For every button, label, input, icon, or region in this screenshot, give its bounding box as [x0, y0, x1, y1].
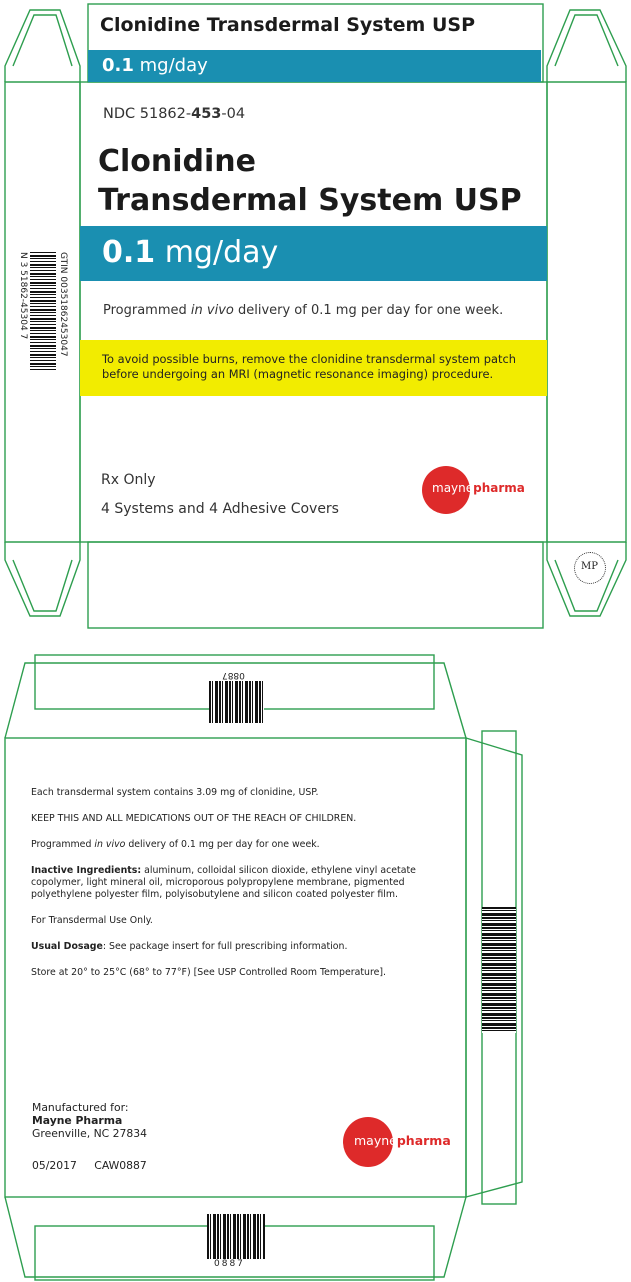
revision-code: CAW0887 — [94, 1159, 147, 1172]
gtin-barcode-group — [10, 250, 70, 380]
storage-statement: Store at 20° to 25°C (68° to 77°F) [See USP Controlled Room Temperature]. — [31, 967, 387, 978]
bottom-flap-barcode-number: 0887 — [214, 1259, 245, 1269]
product-title: Clonidine Transdermal System USP — [98, 144, 522, 218]
mp-seal-icon: MP — [574, 552, 606, 584]
revision-info — [32, 1159, 147, 1172]
top-flap-strength-number: 0.1 — [102, 55, 134, 76]
right-side-outline — [547, 82, 626, 542]
package-contents: 4 Systems and 4 Adhesive Covers — [101, 501, 339, 517]
side-flap-barcode — [482, 907, 516, 1033]
strength-band — [80, 226, 547, 281]
top-flap-strength-unit: mg/day — [139, 55, 208, 76]
gtin-label: GTIN 00351862453047 — [58, 252, 68, 357]
top-flap-strength-band — [88, 50, 541, 82]
back-panel-text — [31, 787, 461, 979]
manufactured-for-label: Manufactured for: — [32, 1101, 129, 1114]
top-flap-barcode — [209, 681, 264, 723]
rx-only: Rx Only — [101, 472, 156, 488]
manufacturer-block — [32, 1101, 147, 1140]
transdermal-use: For Transdermal Use Only. — [31, 915, 153, 926]
strength-number: 0.1 — [102, 235, 156, 270]
inactive-ingredients: Inactive Ingredients: aluminum, colloidal silicon dioxide, ethylene vinyl acetate copolymer, light mineral oil, microporous polypropylene membrane, pigmented polyethylene polyester film, polyisobutylene and silicon coated polyester film. — [31, 865, 416, 900]
company-city: Greenville, NC 27834 — [32, 1127, 147, 1140]
mri-warning-box — [80, 340, 547, 396]
delivery-statement: Programmed in vivo delivery of 0.1 mg per day for one week. — [103, 303, 504, 318]
top-flap-barcode-number: 0887 — [222, 670, 245, 680]
back-delivery-statement: Programmed in vivo delivery of 0.1 mg per day for one week. — [31, 839, 320, 850]
ndc-number: NDC 51862-453-04 — [103, 106, 246, 122]
warning-line-1: To avoid possible burns, remove the clonidine transdermal system patch — [102, 352, 516, 366]
top-flap-title: Clonidine Transdermal System USP — [100, 14, 475, 36]
usual-dosage: Usual Dosage: See package insert for full prescribing information. — [31, 941, 348, 952]
bottom-flap-outline — [88, 542, 543, 628]
bottom-flap-barcode — [207, 1214, 265, 1259]
side-barcode-number: N 3 51862-45304 7 — [18, 252, 28, 340]
strength-unit: mg/day — [164, 235, 279, 270]
mayne-pharma-logo: maynepharma — [432, 481, 525, 495]
warning-line-2: before undergoing an MRI (magnetic resonance imaging) procedure. — [102, 367, 494, 381]
children-warning: KEEP THIS AND ALL MEDICATIONS OUT OF THE REACH OF CHILDREN. — [31, 813, 357, 824]
revision-date: 05/2017 — [32, 1159, 77, 1172]
back-mayne-pharma-logo: maynepharma — [354, 1133, 451, 1148]
strength-content: Each transdermal system contains 3.09 mg of clonidine, USP. — [31, 787, 319, 798]
company-name: Mayne Pharma — [32, 1114, 123, 1127]
side-barcode-bars — [30, 252, 56, 370]
